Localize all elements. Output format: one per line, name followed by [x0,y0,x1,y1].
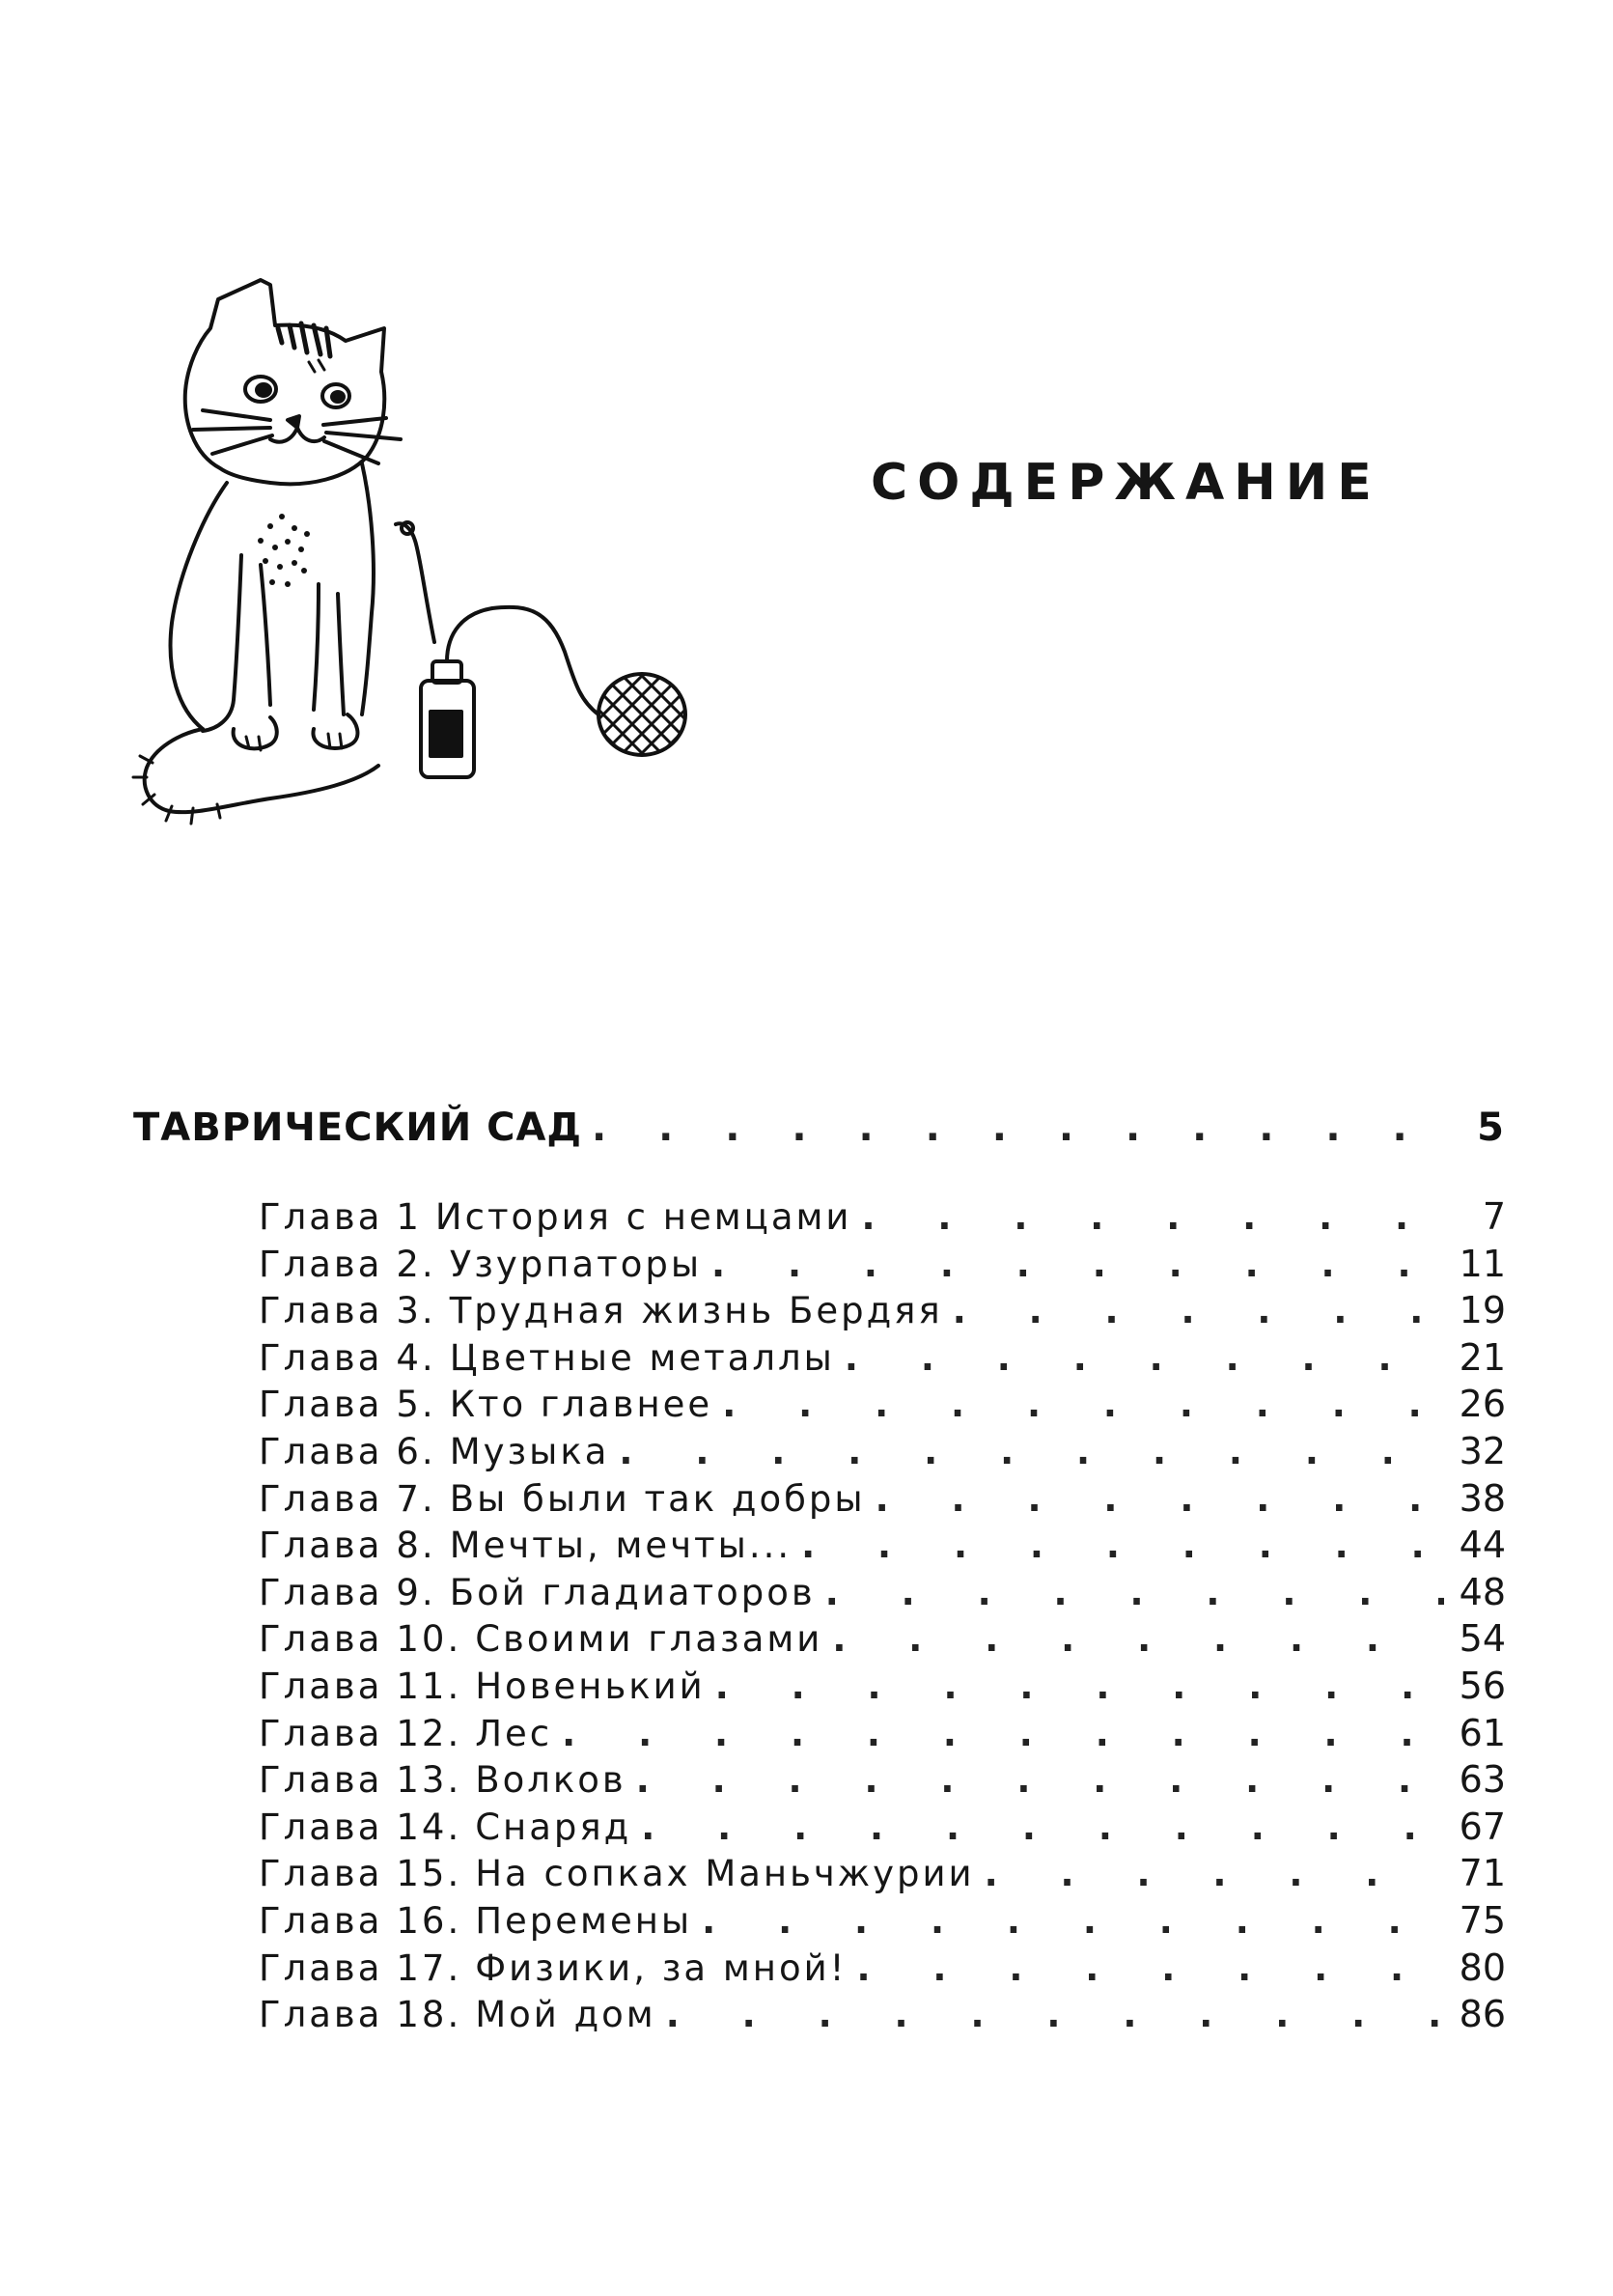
toc-chapter-row[interactable] [259,1430,1506,1477]
chapter-title: На сопках Маньчжурии [475,1853,975,1895]
chapter-page: 63 [1459,1758,1506,1802]
toc-section-row[interactable] [133,1106,1504,1154]
chapter-number: 9. [396,1571,436,1613]
chapter-number: 8. [396,1525,436,1567]
chapter-page: 61 [1459,1711,1506,1754]
chapter-label: Глава [259,1759,383,1802]
toc-chapter-row[interactable] [259,1243,1506,1290]
chapter-title: Вы были так добры [449,1477,866,1520]
chapter-title: Узурпаторы [449,1243,703,1285]
toc-chapter-row[interactable] [259,1758,1506,1806]
chapter-page: 38 [1459,1476,1506,1520]
chapter-label: Глава [259,1290,383,1332]
chapter-page: 48 [1459,1570,1506,1613]
chapter-title: Кто главнее [449,1384,713,1426]
chapter-page: 71 [1459,1852,1506,1895]
chapter-label: Глава [259,1571,383,1613]
chapter-page: 26 [1459,1383,1506,1426]
chapter-title: Мой дом [475,1994,656,2036]
chapter-number: 11. [396,1665,462,1707]
chapter-title: Новенький [475,1665,706,1707]
chapter-label: Глава [259,1946,383,1989]
toc-chapter-row[interactable] [259,1899,1506,1946]
dot-leader [832,1618,1444,1660]
chapter-page: 67 [1459,1805,1506,1848]
toc-chapter-row[interactable] [259,1289,1506,1336]
chapter-number: 16. [396,1899,462,1942]
dot-leader [801,1525,1444,1566]
dot-leader [861,1196,1444,1238]
toc-section-page: 5 [1477,1106,1504,1150]
chapter-title: Лес [475,1712,553,1754]
chapter-number: 15. [396,1853,462,1895]
chapter-label: Глава [259,1384,383,1426]
chapter-number: 7. [396,1477,436,1520]
chapter-title: Бой гладиаторов [449,1571,816,1613]
chapter-number: 6. [396,1430,436,1472]
chapter-number: 1 [396,1196,422,1238]
chapter-page: 11 [1459,1242,1506,1285]
chapter-list [259,1195,1506,2040]
toc-section-title: ТАВРИЧЕСКИЙ САД [133,1106,583,1150]
chapter-label: Глава [259,1899,383,1942]
chapter-title: Мечты, мечты... [449,1525,793,1567]
dot-leader [619,1431,1444,1472]
chapter-label: Глава [259,1196,383,1238]
chapter-title: Своими глазами [475,1618,823,1661]
chapter-page: 54 [1459,1617,1506,1661]
chapter-title: Волков [475,1759,626,1802]
toc-chapter-row[interactable] [259,1946,1506,1994]
chapter-label: Глава [259,1853,383,1895]
chapter-title: Цветные металлы [449,1336,835,1379]
toc-chapter-row[interactable] [259,1524,1506,1571]
chapter-number: 4. [396,1336,436,1379]
chapter-page: 86 [1459,1993,1506,2036]
chapter-number: 5. [396,1384,436,1426]
chapter-label: Глава [259,1243,383,1285]
chapter-label: Глава [259,1994,383,2036]
dot-leader [702,1900,1444,1942]
chapter-title: Снаряд [475,1806,632,1848]
toc-chapter-row[interactable] [259,1993,1506,2040]
chapter-number: 3. [396,1290,436,1332]
cat-with-perfume-atomizer-illustration [125,275,753,835]
chapter-label: Глава [259,1525,383,1567]
dot-leader [711,1244,1444,1285]
toc-chapter-row[interactable] [259,1665,1506,1712]
dot-leader [636,1759,1444,1801]
toc-chapter-row[interactable] [259,1571,1506,1618]
dot-leader [876,1478,1444,1520]
chapter-label: Глава [259,1477,383,1520]
chapter-title: Трудная жизнь Бердяя [449,1290,943,1332]
toc-chapter-row[interactable] [259,1617,1506,1665]
dot-leader [856,1947,1444,1989]
chapter-number: 17. [396,1946,462,1989]
chapter-title: История с немцами [434,1196,852,1238]
chapter-label: Глава [259,1665,383,1707]
toc-chapter-row[interactable] [259,1195,1506,1243]
chapter-page: 32 [1459,1429,1506,1472]
dot-leader [722,1384,1444,1425]
dot-leader [825,1572,1444,1613]
chapter-page: 75 [1459,1898,1506,1942]
dot-leader [666,1994,1444,2035]
dot-leader [715,1666,1444,1707]
chapter-page: 80 [1459,1946,1506,1989]
dot-leader [845,1337,1444,1379]
chapter-label: Глава [259,1336,383,1379]
chapter-label: Глава [259,1806,383,1848]
chapter-page: 44 [1459,1524,1506,1567]
chapter-number: 2. [396,1243,436,1285]
chapter-title: Музыка [449,1430,610,1472]
chapter-number: 14. [396,1806,462,1848]
chapter-number: 12. [396,1712,462,1754]
chapter-label: Глава [259,1712,383,1754]
chapter-page: 56 [1459,1664,1506,1707]
toc-chapter-row[interactable] [259,1383,1506,1430]
chapter-page: 7 [1482,1195,1506,1238]
dot-leader [953,1290,1444,1331]
chapter-number: 13. [396,1759,462,1802]
chapter-number: 10. [396,1618,462,1661]
chapter-page: 19 [1459,1289,1506,1332]
chapter-label: Глава [259,1618,383,1661]
chapter-number: 18. [396,1994,462,2036]
toc-chapter-row[interactable] [259,1806,1506,1853]
toc-chapter-row[interactable] [259,1336,1506,1384]
toc-chapter-row[interactable] [259,1712,1506,1759]
chapter-page: 21 [1459,1335,1506,1379]
dot-leader [562,1713,1444,1754]
toc-chapter-row[interactable] [259,1852,1506,1899]
toc-chapter-row[interactable] [259,1477,1506,1525]
dot-leader [985,1853,1444,1894]
dot-leader [592,1106,1442,1150]
chapter-label: Глава [259,1430,383,1472]
dot-leader [641,1806,1444,1848]
page-title: СОДЕРЖАНИЕ [871,454,1381,512]
chapter-title: Перемены [475,1899,693,1942]
chapter-title: Физики, за мной! [475,1946,848,1989]
